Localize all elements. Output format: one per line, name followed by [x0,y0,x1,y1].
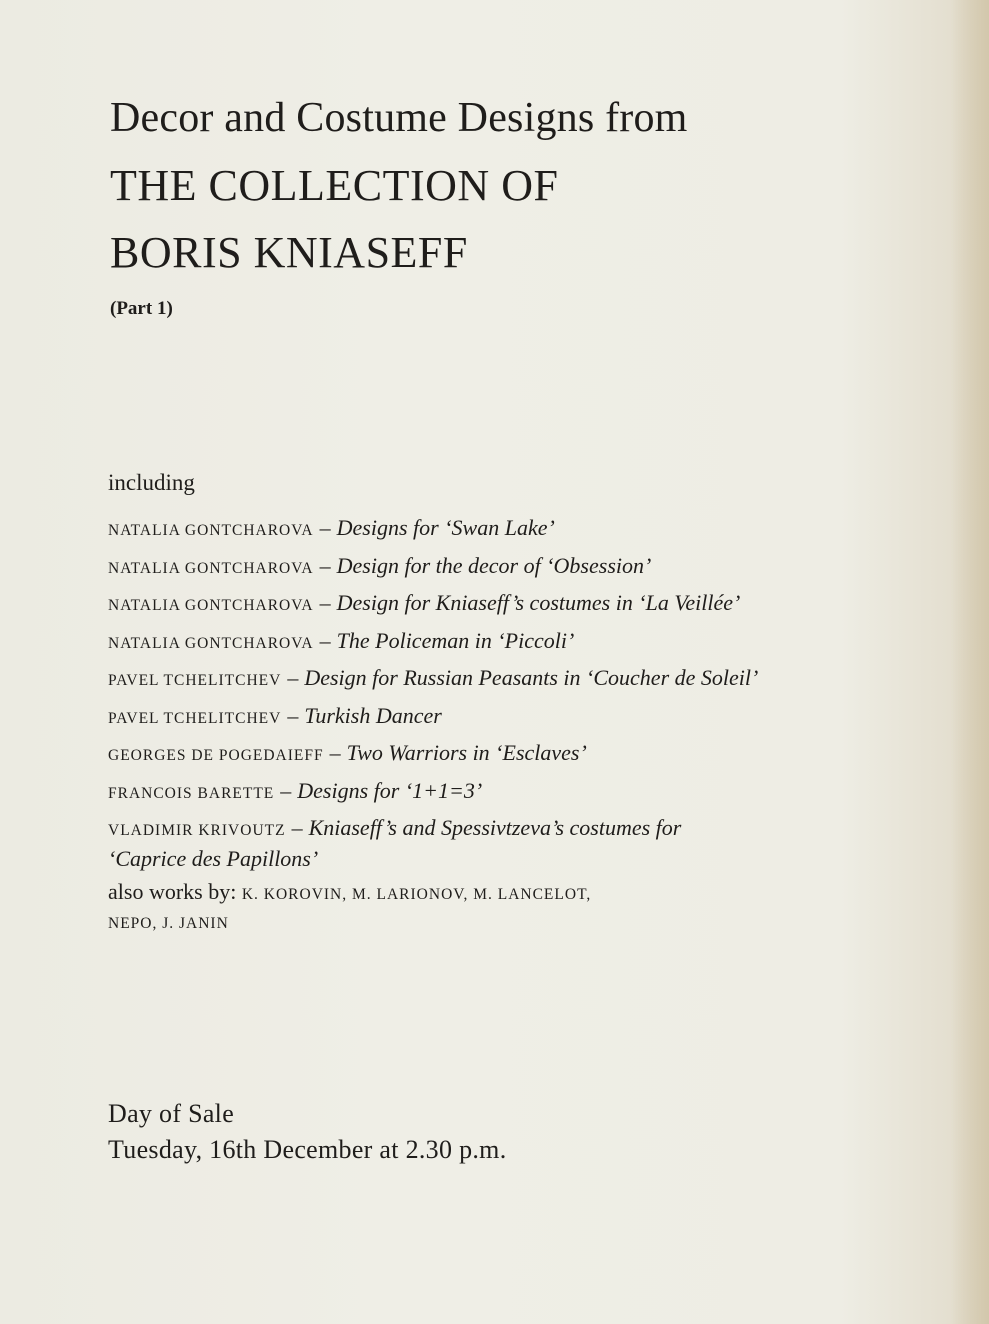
work-separator: – [319,627,331,653]
work-item [108,739,868,777]
work-design: Design for Kniaseff’s costumes in ‘La Veillée’ [336,590,741,615]
work-separator: – [319,590,331,615]
sale-label: Day of Sale [108,1099,235,1128]
title-line-2: THE COLLECTION OF [110,161,559,210]
work-item [108,514,868,552]
work-item [108,664,868,702]
work-separator: – [319,552,331,578]
including-label: including [108,470,195,495]
day-of-sale [108,1096,507,1168]
also-artists-line-1: K. KOROVIN, M. LARIONOV, M. LANCELOT, [241,886,592,903]
page-edge-shade [951,0,989,1324]
work-design: Turkish Dancer [304,702,442,728]
also-works-by [108,879,868,937]
work-artist: VLADIMIR KRIVOUTZ [108,822,286,839]
work-artist: NATALIA GONTCHAROVA [108,634,314,652]
work-artist: NATALIA GONTCHAROVA [108,597,314,614]
work-artist: NATALIA GONTCHAROVA [108,559,314,577]
work-item [108,702,868,740]
work-design-continued: ‘Caprice des Papillons’ [108,846,319,871]
work-separator: – [291,815,303,840]
work-artist: PAVEL TCHELITCHEV [108,709,282,727]
work-item [108,627,868,665]
work-item [108,777,868,815]
work-separator: – [280,777,292,803]
work-artist: GEORGES DE POGEDAIEFF [108,747,324,764]
work-separator: – [287,702,299,728]
work-design: Design for Russian Peasants in ‘Coucher de Soleil’ [304,665,759,690]
work-design: Designs for ‘1+1=3’ [297,777,483,803]
work-separator: – [287,665,299,690]
work-design: Designs for ‘Swan Lake’ [336,515,555,540]
work-item [108,814,868,873]
work-separator: – [329,740,341,765]
work-design: Two Warriors in ‘Esclaves’ [346,740,587,765]
work-item [108,589,868,627]
works-list [108,514,868,937]
also-label: also works by: [108,879,237,904]
title-line-1: Decor and Costume Designs from [110,95,688,141]
work-separator: – [319,515,331,540]
work-design: Design for the decor of ‘Obsession’ [336,552,652,578]
title-line-3: BORIS KNIASEFF [110,228,468,277]
also-artists-line-2: NEPO, J. JANIN [108,915,229,932]
sale-date: Tuesday, 16th December at 2.30 p.m. [108,1135,507,1164]
part-label: (Part 1) [110,298,173,319]
work-artist: FRANCOIS BARETTE [108,784,275,802]
work-design: The Policeman in ‘Piccoli’ [336,627,575,653]
work-design: Kniaseff’s and Spessivtzeva’s costumes for [308,815,682,840]
work-item [108,552,868,590]
work-artist: PAVEL TCHELITCHEV [108,672,282,689]
work-artist: NATALIA GONTCHAROVA [108,522,314,539]
